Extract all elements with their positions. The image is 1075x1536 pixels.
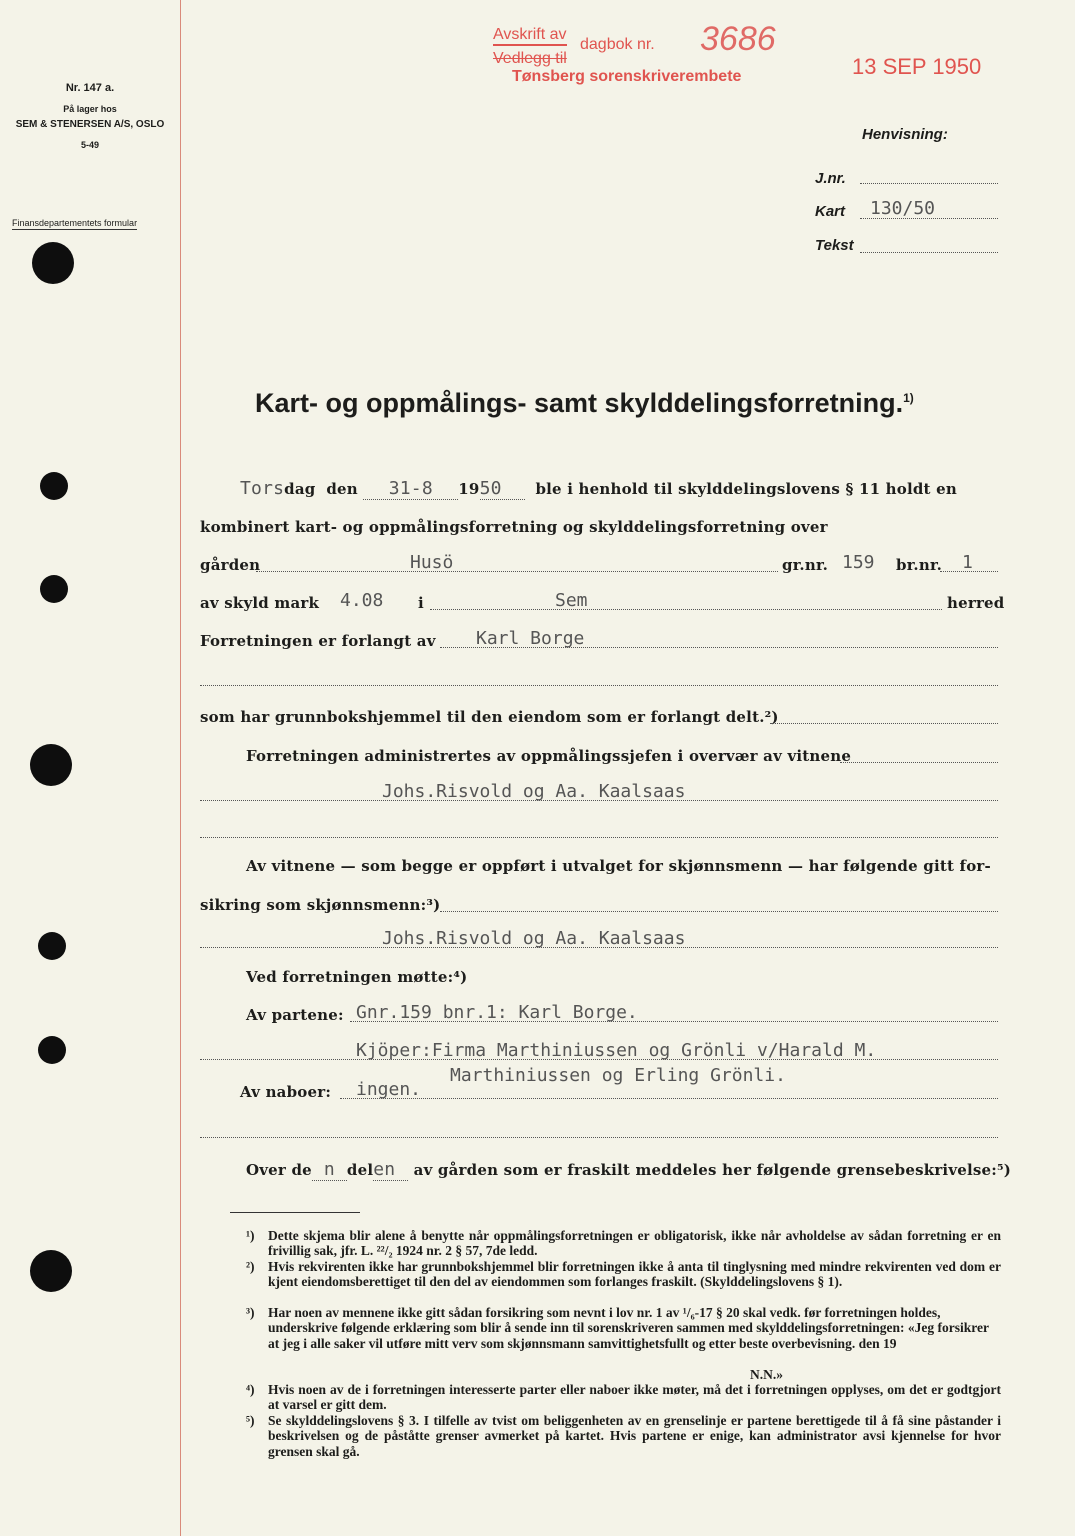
stamp-avskrift: Avskrift av <box>493 26 567 46</box>
form-line-date: Torsdag den 31-8 1950 ble i henhold til skylddelingslovens § 11 holdt en <box>240 478 957 499</box>
brnr-label: br.nr. <box>896 556 943 574</box>
skjonnsmenn-field <box>200 947 998 948</box>
formular-label: Finansdepartementets formular <box>12 218 138 228</box>
brnr-value: 1 <box>962 552 973 573</box>
stock-text: På lager hos <box>63 104 117 114</box>
administrert-text: Forretningen administrertes av oppmålingssjefen i overvær av vitnene <box>246 747 852 765</box>
stamp-dagbok: dagbok nr. <box>580 36 655 53</box>
margin-line <box>180 0 181 1536</box>
skyld-label: av skyld mark <box>200 594 320 612</box>
footnote-rule <box>230 1212 360 1213</box>
blank-line <box>200 1137 998 1138</box>
edition: 5-49 <box>80 140 99 150</box>
footnote-5: ⁵) Se skylddelingslovens § 3. I tilfelle av tvist om beliggenheten av en grenselinje er partene berettigede til å få sine påstander i beskrivelsen og de påståtte grenser avmerket på kartet. Hvis partene er enige, kan administrator avsi kjennelse for hvor grensen skal gå. <box>246 1413 1001 1459</box>
grnr-value: 159 <box>842 552 875 573</box>
forlangt-label: Forretningen er forlangt av <box>200 632 436 650</box>
punch-hole-icon <box>30 744 72 786</box>
footnote-3: ³) Har noen av mennene ikke gitt sådan forsikring som nevnt i lov nr. 1 av ¹/₆-17 § 20 skal vedk. før forretningen holdes, underskrive følgende erklæring som blir å sende inn til sorenskriveren sammen med skylddelingsforretningen: «Jeg forsikrer at jeg i alle saker vil utføre mitt verv som skjønnsmann samvittighetsfullt og etter beste overbevisning. den 19 <box>246 1305 989 1351</box>
over-de-line: Over de n delen av gården som er fraskilt meddeles her følgende grensebeskrivelse:⁵) <box>246 1159 1012 1180</box>
herred-value: Sem <box>555 590 588 611</box>
partene-value: Gnr.159 bnr.1: Karl Borge. <box>356 1002 638 1023</box>
kart-label: Kart <box>815 203 846 220</box>
publisher: SEM & STENERSEN A/S, OSLO <box>15 119 165 130</box>
reference-heading: Henvisning: <box>862 126 948 143</box>
stamp-office: Tønsberg sorenskriverembete <box>512 68 742 85</box>
av-vitnene-text: Av vitnene — som begge er oppført i utvalget for skjønnsmenn — har følgende gitt for- <box>246 857 991 875</box>
grnr-label: gr.nr. <box>782 556 829 574</box>
stamp-date: 13 SEP 1950 <box>852 54 982 79</box>
jnr-label: J.nr. <box>815 170 846 187</box>
page-title: Kart- og oppmålings- samt skylddelingsforretning.$^{1)}$ <box>255 388 914 418</box>
footnote-1: ¹) Dette skjema blir alene å benytte når oppmålingsforretningen er obligatorisk, ikke når avholdelse av sådan forretning er en frivillig sak, jfr. L. ²²/₂ 1924 nr. 2 § 57, 7de ledd. <box>246 1228 1001 1259</box>
form-number: Nr. 147 a. <box>65 82 115 94</box>
kjoper-line-1: Kjöper:Firma Marthiniussen og Grönli v/Harald M. <box>356 1040 877 1061</box>
footnote-3-signature: N.N.» <box>750 1367 783 1382</box>
tekst-field <box>860 252 998 253</box>
punch-hole-icon <box>30 1250 72 1292</box>
forlangt-value: Karl Borge <box>476 628 585 649</box>
partene-label: Av partene: <box>246 1006 344 1024</box>
skyld-value: 4.08 <box>340 590 384 611</box>
stamp-vedlegg: Vedlegg til <box>493 50 567 67</box>
punch-hole-icon <box>32 242 74 284</box>
naboer-field <box>340 1098 998 1099</box>
punch-hole-icon <box>40 575 68 603</box>
i-label: i <box>418 594 424 612</box>
footnote-4: ⁴) Hvis noen av de i forretningen interesserte parter eller naboer ikke møter, må det i forretningen opplyses, om det er godtgjort at varsel er gitt dem. <box>246 1382 1001 1413</box>
kart-value: 130/50 <box>870 198 936 219</box>
garden-field <box>256 571 778 572</box>
form-line-2: kombinert kart- og oppmålingsforretning og skylddelingsforretning over <box>200 518 828 536</box>
administrert-field <box>840 762 998 763</box>
jnr-field <box>860 183 998 184</box>
hjemmel-text: som har grunnbokshjemmel til den eiendom som er forlangt delt.²) <box>200 708 779 726</box>
partene-field <box>350 1021 998 1022</box>
brnr-field <box>940 571 998 572</box>
garden-label: gården <box>200 556 261 574</box>
punch-hole-icon <box>38 932 66 960</box>
motte-text: Ved forretningen møtte:⁴) <box>246 968 468 986</box>
dagbok-number: 3686 <box>700 20 776 58</box>
blank-line <box>200 685 998 686</box>
kjoper-line-2: Marthiniussen og Erling Grönli. <box>450 1065 786 1086</box>
vitner-value: Johs.Risvold og Aa. Kaalsaas <box>382 781 686 802</box>
vitner-field <box>200 800 998 801</box>
hjemmel-field <box>770 723 998 724</box>
tekst-label: Tekst <box>815 237 854 254</box>
sikring-field <box>440 911 998 912</box>
naboer-label: Av naboer: <box>240 1083 332 1101</box>
skjonnsmenn-value: Johs.Risvold og Aa. Kaalsaas <box>382 928 686 949</box>
footnote-2: ²) Hvis rekvirenten ikke har grunnbokshjemmel blir forretningen ikke å anta til tinglysning med mindre rekvirenten ved dom er kjent eiendomsberettiget til den del av eiendommen som forlanges fraskilt. (Skylddelingslovens § 1). <box>246 1259 1001 1290</box>
herred-label: herred <box>947 594 1005 612</box>
garden-value: Husö <box>410 552 454 573</box>
punch-hole-icon <box>40 472 68 500</box>
sikring-text: sikring som skjønnsmenn:³) <box>200 896 441 914</box>
kjoper-field <box>200 1059 998 1060</box>
punch-hole-icon <box>38 1036 66 1064</box>
naboer-value: ingen. <box>356 1079 422 1100</box>
blank-line <box>200 837 998 838</box>
herred-field <box>430 609 942 610</box>
